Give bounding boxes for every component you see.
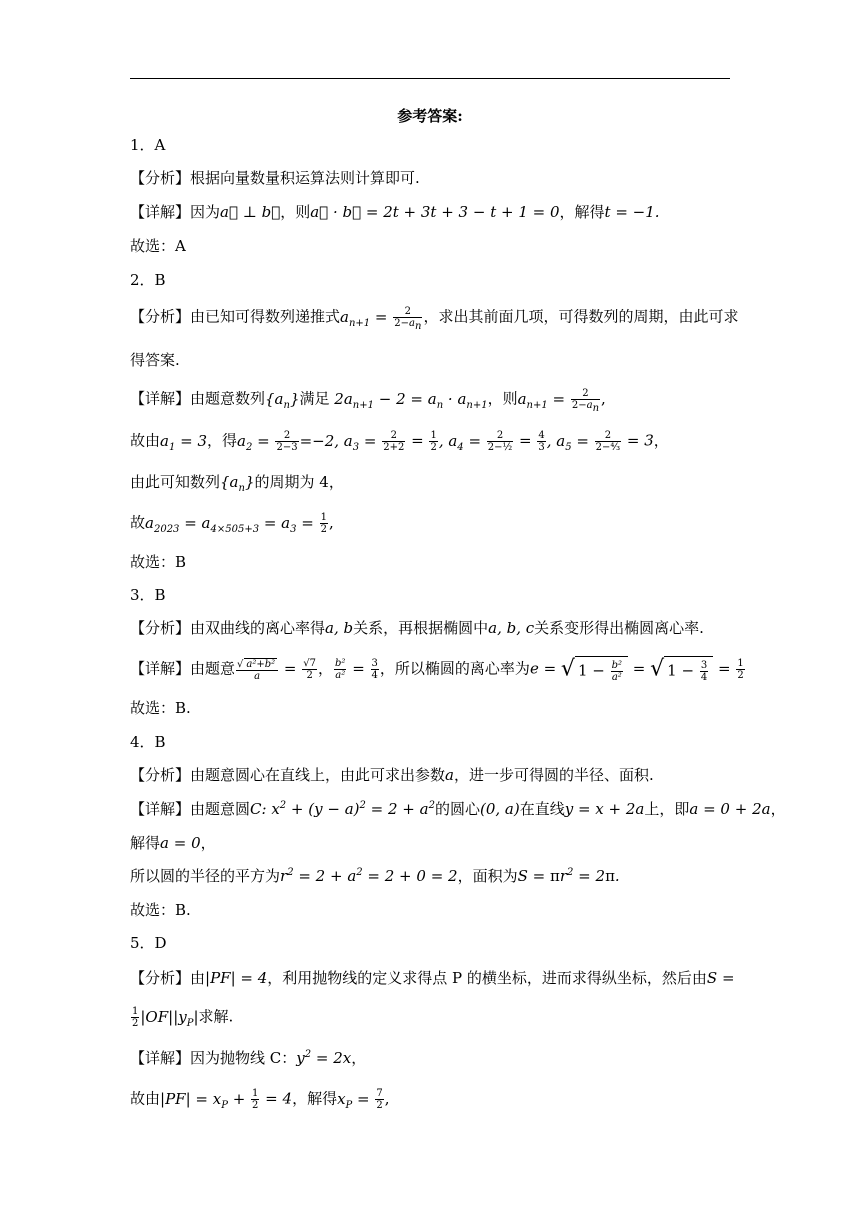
q3-choice: 故选：B. (130, 699, 191, 717)
q5-analysis: 【分析】由|PF| = 4，利用抛物线的定义求得点 P 的横坐标，进而求得纵坐标，然后由S = (130, 969, 735, 987)
q2-analysis-cont: 得答案. (130, 351, 180, 369)
q1-choice: 故选：A (130, 237, 186, 255)
q5-head: 5．D (130, 934, 167, 952)
q1-analysis: 【分析】根据向量数量积运算法则计算即可. (130, 169, 420, 187)
q3-analysis: 【分析】由双曲线的离心率得a, b关系，再根据椭圆中a, b, c关系变形得出椭圆离心率. (130, 619, 704, 637)
q4-detail: 【详解】由题意圆C: $x^2 + (y - a)^2 = 2 + a^2$的圆心(0, a)在直线y = x + 2a上，即a = 0 + 2a， (130, 800, 786, 818)
q4-head: 4．B (130, 733, 166, 751)
q2-final: 故$a_{2023} = a_{4\times 505+3} = a_3$ = $\frac{1}{2}$ , (130, 512, 334, 535)
q5-detail: 【详解】因为抛物线 C：$y^2 = 2x$， (130, 1049, 367, 1067)
q2-choice: 故选：B (130, 553, 187, 571)
header-rule (130, 78, 730, 79)
q2-head: 2．B (130, 271, 166, 289)
q4-radius: 所以圆的半径的平方为$r^2 = 2 + a^2 = 2 + 0 = 2$，面积为$S = \pi r^2 = 2\pi$. (130, 867, 620, 885)
q1-head: 1．A (130, 136, 166, 154)
q5-step: 故由$|PF| = x_P$ + $\frac{1}{2}$ = 4，解得$x_P$ = $\frac{7}{2}$ , (130, 1088, 390, 1111)
q2-detail: 【详解】由题意数列$\{a_n\}$满足 $2a_{n+1} - 2 = a_n \cdot a_{n+1}$，则$a_{n+1}$ = $\frac{2}{2-a_n}$ , (130, 388, 606, 414)
page-title: 参考答案: (397, 107, 463, 125)
q2-period: 由此可知数列$\{a_n\}$的周期为 4， (130, 473, 344, 494)
q5-analysis-cont: $\frac{1}{2}$ $|OF||y_P|$求解. (132, 1006, 234, 1029)
q3-detail: 【详解】由题意 $\frac{\text{√ a²+b²}}{a}$ = $\frac{√7}{2}$ ， $\frac{\text{b²}}{\text{a²}}$ = $\frac{3}{4}$ ，所以椭圆的离心率为e = √ 1 − $\frac{\text{b²}}{\text{a²}}$ = √ 1 − $\frac{3}{4}$ = $\frac{1}{2}$ (130, 656, 744, 683)
q4-choice: 故选：B. (130, 901, 191, 919)
q2-analysis: 【分析】由已知可得数列递推式$a_{n+1}$ = $\frac{2}{2-a_n}$ ，求出其前面几项，可得数列的周期，由此可求 (130, 306, 739, 332)
q4-solve: 解得a = 0， (130, 834, 216, 852)
q2-steps: 故由$a_1 = 3$，得$a_2$ = $\frac{2}{2-3}$ =−2, $a_3$ = $\frac{2}{2+2}$ = $\frac{1}{2}$ , $a_4$ = $\frac{2}{\text{2−½}}$ = $\frac{4}{3}$ , $a_5$ = $\frac{2}{\text{2−⁴⁄₃}}$ = 3， (130, 430, 669, 453)
q4-analysis: 【分析】由题意圆心在直线上，由此可求出参数a，进一步可得圆的半径、面积. (130, 766, 654, 784)
q1-detail: 【详解】因为a⃗ ⊥ b⃗，则a⃗ · b⃗ = 2t + 3t + 3 − t + 1 = 0，解得t = −1. (130, 203, 660, 221)
q3-head: 3．B (130, 586, 166, 604)
